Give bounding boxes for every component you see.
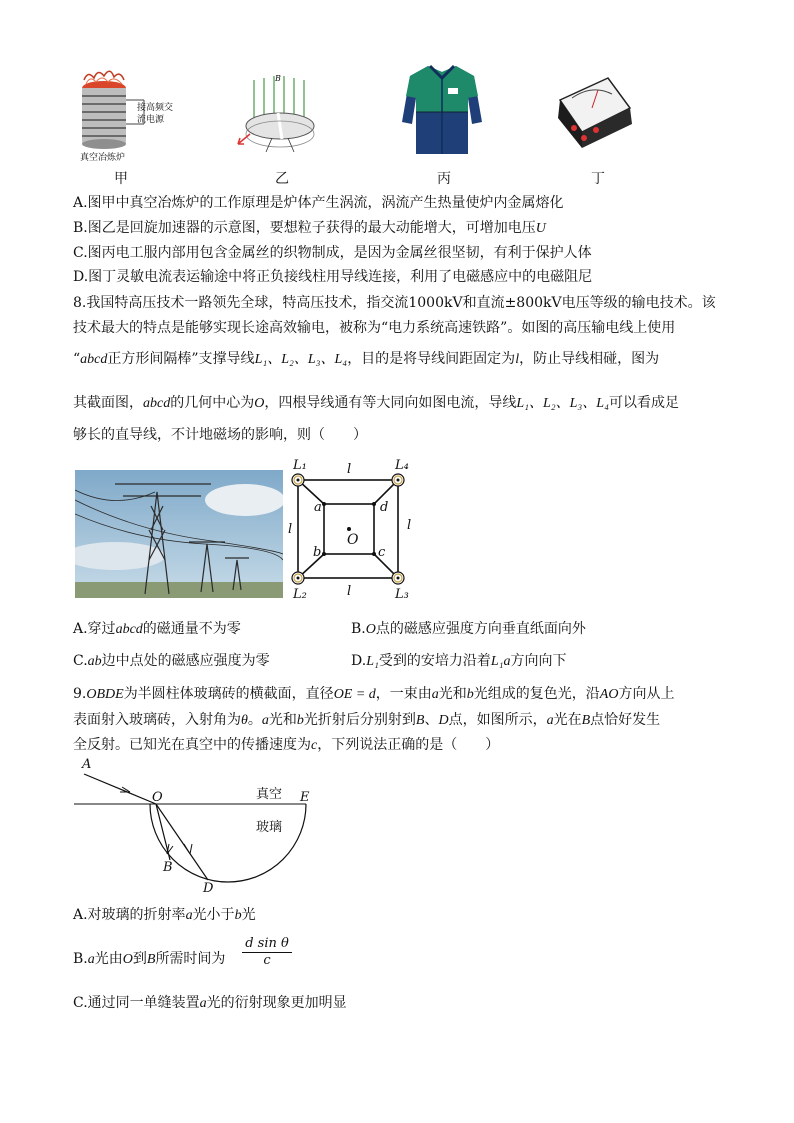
diagram-label-L3: L₃ [395,587,409,602]
q7-option-d: D.图丁灵敏电流表运输途中将正负接线柱用导线连接，利用了电磁感应中的电磁阻尼 [73,269,593,285]
q8-stem-line4: 其截面图，abcd的几何中心为O，四根导线通有等大同向如图电流，导线L₁、L₂、L₃、L₄可以看成足 [73,395,679,411]
q9-stem-line1: 9.OBDE为半圆柱体玻璃砖的横截面，直径OE = d，一束由a光和b光组成的复色光，沿AO方向从上 [73,686,675,702]
q9-option-a: A.对玻璃的折射率a光小于b光 [73,907,256,923]
q8-stem-line1: 8.我国特高压技术一路领先全球，特高压技术，指交流1000kV和直流±800kV电压等级的输电技术。该 [73,295,716,311]
figure-jacket [400,62,484,158]
fraction-numerator: d sin θ [242,936,292,953]
semicircle-glass-diagram [74,756,324,896]
figure-label-ding: 丁 [591,171,605,187]
q9-diagram-vacuum: 真空 [256,787,283,802]
fraction-denominator: c [263,953,271,968]
q9-diagram-label-O: O [152,790,163,805]
q9-stem-line2: 表面射入玻璃砖，入射角为θ。a光和b光折射后分别射到B、D点，如图所示，a光在B点恰好发生 [73,712,661,728]
diagram-label-c: c [378,545,386,560]
q9-stem-line3: 全反射。已知光在真空中的传播速度为c，下列说法正确的是（ ） [73,737,500,753]
figure-label-jia: 甲 [114,171,128,187]
diagram-label-l-left: l [288,522,293,537]
q9-diagram-label-B: B [163,860,173,875]
furnace-label-1: 接高频交 [137,103,174,113]
figure-galvanometer [552,74,638,154]
q9-diagram-label-A: A [82,757,92,772]
q9-diagram-label-D: D [203,881,214,896]
diagram-label-O: O [347,532,359,548]
q8-stem-line2: 技术最大的特点是能够实现长途高效输电，被称为“电力系统高速铁路”。如图的高压输电线上使用 [73,320,676,336]
transmission-tower-photo [75,470,283,598]
furnace-label-2: 流电源 [137,115,165,125]
diagram-label-l-top: l [347,462,352,477]
figure-label-bing: 丙 [437,171,451,187]
diagram-label-l-right: l [407,518,412,533]
figure-cyclotron [232,76,332,156]
q7-option-b: B.图乙是回旋加速器的示意图，要想粒子获得的最大动能增大，可增加电压U [73,220,546,236]
diagram-label-L4: L₄ [395,458,409,473]
q8-option-d: D.L₁受到的安培力沿着L₁a方向向下 [351,653,567,669]
diagram-label-b: b [313,545,322,560]
q8-option-a: A.穿过abcd的磁通量不为零 [73,621,241,637]
q9-diagram-label-E: E [300,790,310,805]
q8-stem-line5: 够长的直导线，不计地磁场的影响，则（ ） [73,427,367,443]
q7-option-c: C.图丙电工服内部用包含金属丝的织物制成，是因为金属丝很坚韧，有利于保护人体 [73,245,592,261]
q9-option-b: B.a光由O到B所需时间为 [73,951,226,967]
q8-option-c: C.ab边中点处的磁感应强度为零 [73,653,270,669]
diagram-label-L2: L₂ [293,587,307,602]
q7-option-a: A.图甲中真空冶炼炉的工作原理是炉体产生涡流，涡流产生热量使炉内金属熔化 [73,195,564,211]
q8-stem-line3: “abcd正方形间隔棒”支撑导线L₁、L₂、L₃、L₄，目的是将导线间距固定为l，防止导线相碰，图为 [73,351,660,367]
cyclotron-B-label: B [275,74,281,83]
q9-option-b-fraction [242,936,292,968]
diagram-label-L1: L₁ [293,458,307,473]
furnace-label-3: 真空冶炼炉 [80,153,126,163]
diagram-label-d: d [380,500,389,515]
q9-option-c: C.通过同一单缝装置a光的衍射现象更加明显 [73,995,347,1011]
figure-label-yi: 乙 [275,171,289,187]
q9-diagram-glass: 玻璃 [256,820,283,835]
diagram-label-l-bottom: l [347,584,352,599]
q8-option-b: B.O点的磁感应强度方向垂直纸面向外 [351,621,586,637]
diagram-label-a: a [314,500,322,515]
